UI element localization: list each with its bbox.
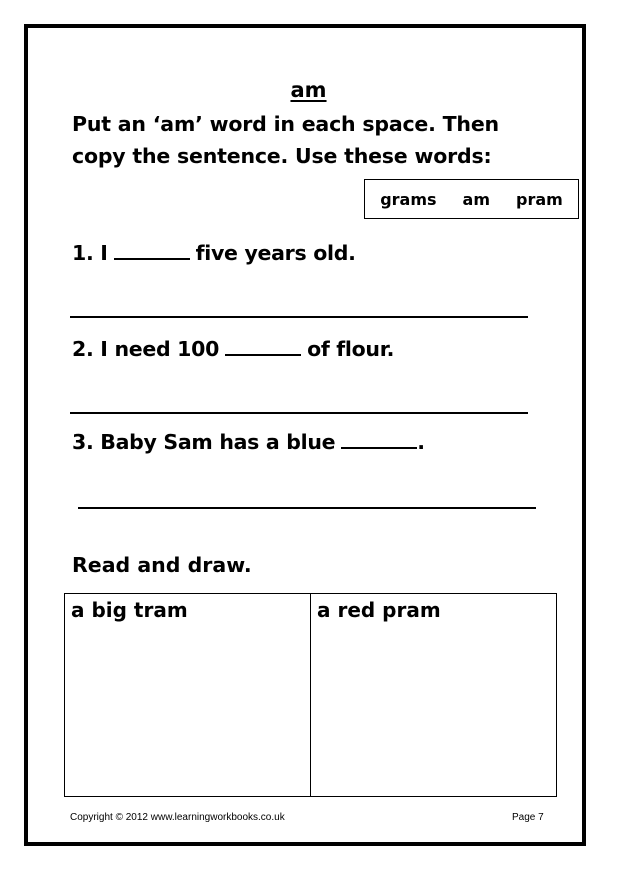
word-bank-word: am xyxy=(462,189,490,209)
copy-line-3[interactable] xyxy=(78,507,536,509)
question-2-end: of flour. xyxy=(307,337,395,361)
worksheet-title: am xyxy=(290,78,327,102)
answer-blank-3[interactable] xyxy=(341,429,417,449)
instructions-text: Put an ‘am’ word in each space. Then copy the sentence. Use these words: xyxy=(72,112,499,168)
drawing-box-2[interactable] xyxy=(310,594,556,796)
drawing-box-label: a red pram xyxy=(317,598,441,622)
question-3 xyxy=(72,429,425,454)
answer-blank-1[interactable] xyxy=(114,240,190,260)
word-bank-word: pram xyxy=(516,189,563,209)
question-1-start: 1. I xyxy=(72,241,108,265)
read-and-draw-heading: Read and draw. xyxy=(72,553,252,577)
copy-line-2[interactable] xyxy=(70,412,528,414)
page-number: Page 7 xyxy=(512,812,544,823)
question-3-start: 3. Baby Sam has a blue xyxy=(72,430,336,454)
question-2 xyxy=(72,336,394,361)
drawing-box-label: a big tram xyxy=(71,598,188,622)
question-1-end: five years old. xyxy=(195,241,356,265)
copy-line-1[interactable] xyxy=(70,316,528,318)
word-bank-word: grams xyxy=(380,189,437,209)
question-2-start: 2. I need 100 xyxy=(72,337,220,361)
question-3-end: . xyxy=(417,430,425,454)
word-bank-box xyxy=(364,179,579,219)
drawing-box-1[interactable] xyxy=(65,594,310,796)
answer-blank-2[interactable] xyxy=(225,336,301,356)
question-1 xyxy=(72,240,356,265)
drawing-table xyxy=(64,593,557,797)
copyright-text: Copyright © 2012 www.learningworkbooks.co.uk xyxy=(70,812,285,823)
